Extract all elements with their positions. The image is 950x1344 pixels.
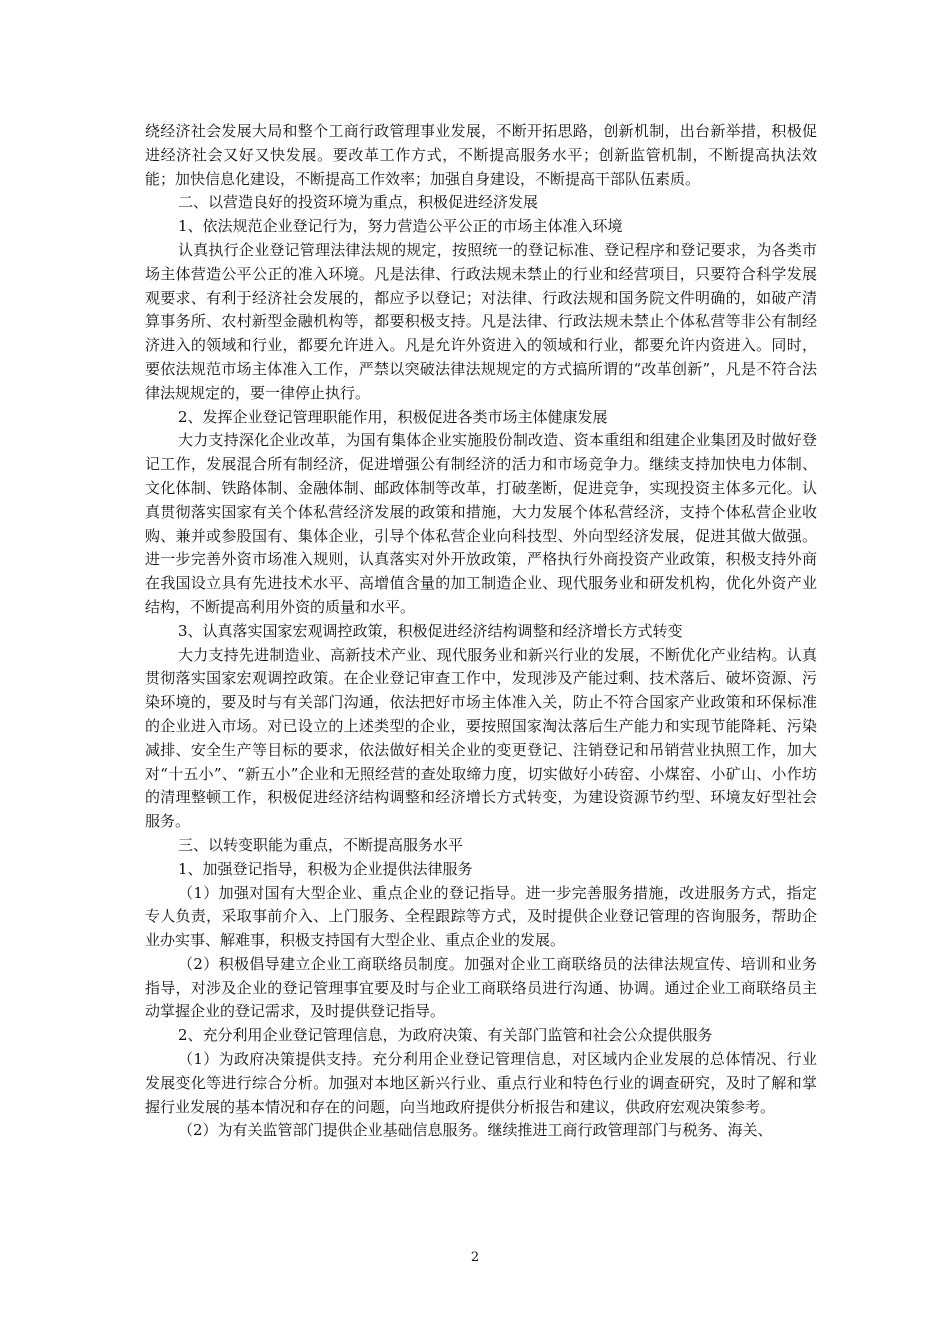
paragraph: 大力支持深化企业改革，为国有集体企业实施股份制改造、资本重组和组建企业集团及时做好登记工作，发展混合所有制经济，促进增强公有制经济的活力和市场竞争力。继续支持加快电力体制、文化体制、铁路体制、金融体制、邮政体制等改革，打破垄断，促进竞争，实现投资主体多元化。认真贯彻落实国家有关个体私营经济发展的政策和措施，大力发展个体私营经济，支持个体私营企业收购、兼并或参股国有、集体企业，引导个体私营企业向科技型、外向型经济发展，促进其做大做强。进一步完善外资市场准入规则，认真落实对外开放政策，严格执行外商投资产业政策，积极支持外商在我国设立具有先进技术水平、高增值含量的加工制造企业、现代服务业和研发机构，优化外资产业结构，不断提高利用外资的质量和水平。 (145, 431, 817, 616)
page-number: 2 (470, 1250, 480, 1265)
paragraph: 二、以营造良好的投资环境为重点，积极促进经济发展 (178, 193, 539, 212)
document-body (145, 120, 817, 1143)
paragraph: 2、发挥企业登记管理职能作用，积极促进各类市场主体健康发展 (178, 407, 608, 426)
paragraph: 认真执行企业登记管理法律法规的规定，按照统一的登记标准、登记程序和登记要求，为各类市场主体营造公平公正的准入环境。凡是法律、行政法规未禁止的行业和经营项目，只要符合科学发展观要求、有利于经济社会发展的，都应予以登记；对法律、行政法规和国务院文件明确的，如破产清算事务所、农村新型金融机构等，都要积极支持。凡是法律、行政法规未禁止个体私营等非公有制经济进入的领域和行业，都要允许进入。凡是允许外资进入的领域和行业，都要允许内资进入。同时，要依法规范市场主体准入工作，严禁以突破法律法规规定的方式搞所谓的“改革创新”，凡是不符合法律法规规定的，要一律停止执行。 (145, 240, 817, 402)
paragraph: 1、依法规范企业登记行为，努力营造公平公正的市场主体准入环境 (178, 217, 623, 236)
paragraph: （2）为有关监管部门提供企业基础信息服务。继续推进工商行政管理部门与税务、海关、 (178, 1121, 773, 1140)
paragraph: （1）为政府决策提供支持。充分利用企业登记管理信息，对区域内企业发展的总体情况、行业发展变化等进行综合分析。加强对本地区新兴行业、重点行业和特色行业的调查研究，及时了解和掌握行业发展的基本情况和存在的问题，向当地政府提供分析报告和建议，供政府宏观决策参考。 (145, 1050, 817, 1116)
paragraph: 1、加强登记指导，积极为企业提供法律服务 (178, 859, 473, 878)
paragraph: 2、充分利用企业登记管理信息，为政府决策、有关部门监管和社会公众提供服务 (178, 1026, 713, 1045)
paragraph: 大力支持先进制造业、高新技术产业、现代服务业和新兴行业的发展，不断优化产业结构。认真贯彻落实国家宏观调控政策。在企业登记审查工作中，发现涉及产能过剩、技术落后、破坏资源、污染环境的，要及时与有关部门沟通，依法把好市场主体准入关，防止不符合国家产业政策和环保标准的企业进入市场。对已设立的上述类型的企业，要按照国家淘汰落后生产能力和实现节能降耗、污染减排、安全生产等目标的要求，依法做好相关企业的变更登记、注销登记和吊销营业执照工作，加大对“十五小”、“新五小”企业和无照经营的查处取缔力度，切实做好小砖窑、小煤窑、小矿山、小作坊的清理整顿工作，积极促进经济结构调整和经济增长方式转变，为建设资源节约型、环境友好型社会服务。 (145, 645, 817, 831)
paragraph: 绕经济社会发展大局和整个工商行政管理事业发展，不断开拓思路，创新机制，出台新举措，积极促进经济社会又好又快发展。要改革工作方式，不断提高服务水平；创新监管机制，不断提高执法效能；加快信息化建设，不断提高工作效率；加强自身建设，不断提高干部队伍素质。 (145, 122, 817, 188)
paragraph: （1）加强对国有大型企业、重点企业的登记指导。进一步完善服务措施，改进服务方式，指定专人负责，采取事前介入、上门服务、全程跟踪等方式，及时提供企业登记管理的咨询服务，帮助企业办实事、解难事，积极支持国有大型企业、重点企业的发展。 (145, 883, 817, 950)
paragraph: 3、认真落实国家宏观调控政策，积极促进经济结构调整和经济增长方式转变 (178, 621, 683, 640)
paragraph: （2）积极倡导建立企业工商联络员制度。加强对企业工商联络员的法律法规宣传、培训和业务指导，对涉及企业的登记管理事宜要及时与企业工商联络员进行沟通、协调。通过企业工商联络员主动掌握企业的登记需求，及时提供登记指导。 (145, 954, 817, 1021)
paragraph: 三、以转变职能为重点，不断提高服务水平 (178, 835, 464, 854)
